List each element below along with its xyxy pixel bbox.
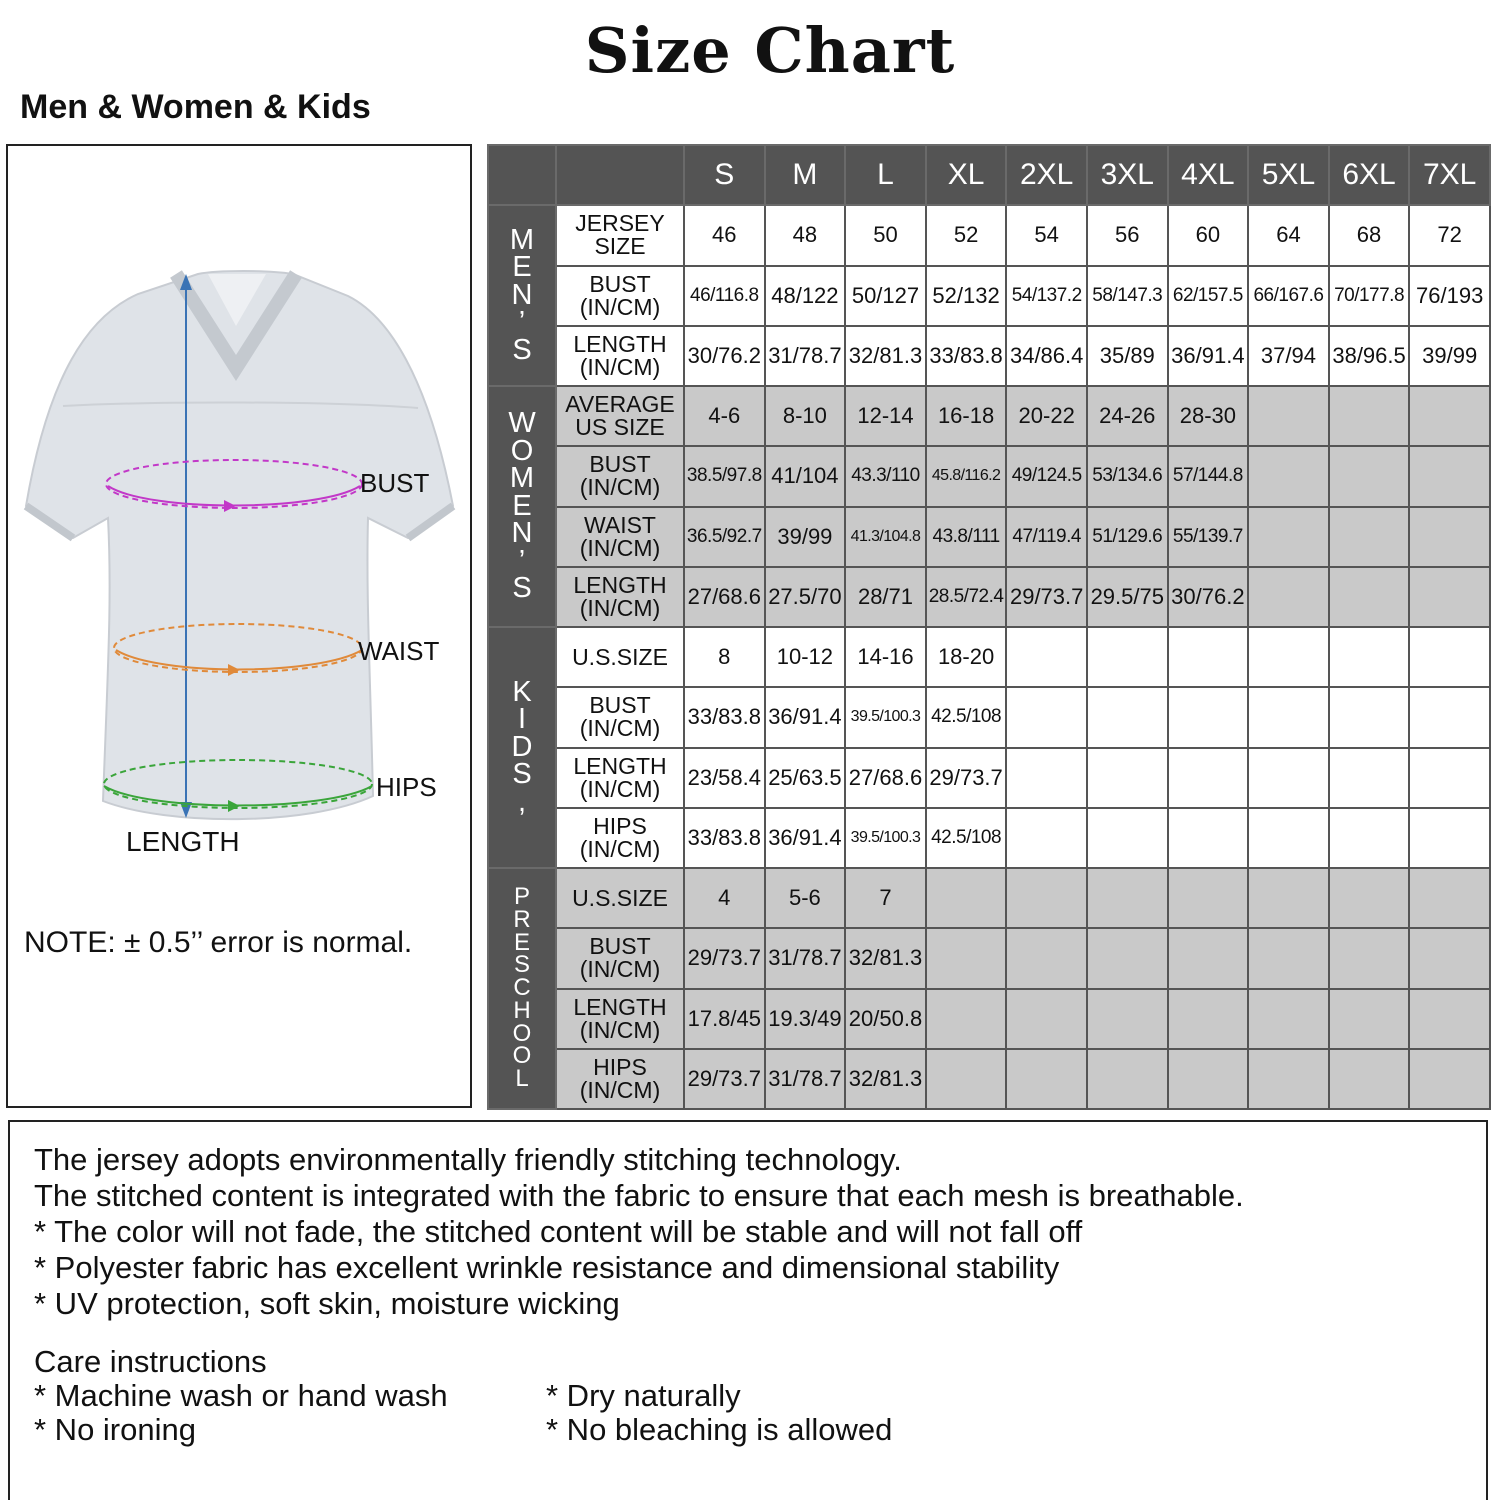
size-value-cell: 32/81.3 — [845, 928, 926, 988]
care-item: * Machine wash or hand wash — [34, 1378, 448, 1413]
table-row — [488, 928, 1490, 988]
size-value-cell: 19.3/49 — [765, 989, 846, 1049]
size-value-cell — [926, 989, 1007, 1049]
group-letter: ’ — [518, 544, 526, 577]
size-value-cell: 66/167.6 — [1248, 266, 1329, 326]
tolerance-note: NOTE: ± 0.5’’ error is normal. — [24, 926, 413, 959]
group-label-2 — [488, 627, 556, 868]
size-value-cell — [1329, 687, 1410, 747]
size-value-cell — [1248, 928, 1329, 988]
row-label — [556, 567, 684, 627]
size-value-cell — [1087, 627, 1168, 687]
size-value-cell: 18-20 — [926, 627, 1007, 687]
size-value-cell: 32/81.3 — [845, 1049, 926, 1109]
size-value-cell: 39/99 — [765, 507, 846, 567]
size-value-cell — [1409, 386, 1490, 446]
row-label — [556, 808, 684, 868]
row-label — [556, 868, 684, 928]
size-value-cell: 39/99 — [1409, 326, 1490, 386]
row-label-part: (IN/CM) — [579, 1076, 661, 1103]
size-value-cell — [1168, 868, 1249, 928]
size-value-cell — [1248, 627, 1329, 687]
size-value-cell: 47/119.4 — [1006, 507, 1087, 567]
size-value-cell: 27/68.6 — [684, 567, 765, 627]
row-label — [556, 748, 684, 808]
row-label-part: (IN/CM) — [579, 835, 661, 862]
size-value-cell: 39.5/100.3 — [845, 687, 926, 747]
table-row — [488, 446, 1490, 506]
row-label-part: BUST — [589, 933, 651, 960]
header-corner — [556, 145, 684, 205]
row-label-part: (IN/CM) — [579, 1016, 661, 1043]
size-value-cell: 38/96.5 — [1329, 326, 1410, 386]
size-value-cell — [1248, 989, 1329, 1049]
group-letter: R — [513, 905, 531, 933]
group-letter: I — [517, 703, 527, 736]
waist-label: WAIST — [358, 636, 440, 666]
row-label-part: U.S.SIZE — [572, 884, 668, 911]
size-value-cell: 28-30 — [1168, 386, 1249, 446]
page-subtitle: Men & Women & Kids — [20, 88, 371, 126]
size-value-cell — [1168, 1049, 1249, 1109]
size-value-cell: 70/177.8 — [1329, 266, 1410, 326]
group-label-3 — [488, 868, 556, 1109]
group-letter: , — [517, 785, 527, 818]
size-value-cell — [926, 928, 1007, 988]
size-value-cell — [1329, 1049, 1410, 1109]
row-label-part: LENGTH — [573, 571, 667, 598]
measurement-diagram-panel — [6, 144, 472, 1108]
size-value-cell: 27.5/70 — [765, 567, 846, 627]
size-value-cell: 48/122 — [765, 266, 846, 326]
size-value-cell: 41.3/104.8 — [845, 507, 926, 567]
size-value-cell: 64 — [1248, 205, 1329, 265]
row-label-part: (IN/CM) — [579, 775, 661, 802]
size-value-cell — [1006, 627, 1087, 687]
row-label-part: US SIZE — [575, 414, 665, 441]
size-header-2xl: 2XL — [1006, 145, 1087, 205]
size-value-cell: 53/134.6 — [1087, 446, 1168, 506]
size-value-cell: 12-14 — [845, 386, 926, 446]
group-letter: E — [512, 489, 532, 522]
size-value-cell: 62/157.5 — [1168, 266, 1249, 326]
group-letter: M — [509, 223, 535, 256]
size-value-cell — [1168, 687, 1249, 747]
care-item: * No bleaching is allowed — [546, 1412, 893, 1447]
size-value-cell — [1248, 748, 1329, 808]
group-letter: M — [509, 462, 535, 495]
group-letter: K — [512, 675, 532, 708]
size-value-cell: 28/71 — [845, 567, 926, 627]
size-value-cell: 36.5/92.7 — [684, 507, 765, 567]
size-value-cell — [1168, 627, 1249, 687]
size-value-cell: 35/89 — [1087, 326, 1168, 386]
size-value-cell — [1329, 446, 1410, 506]
size-value-cell — [1409, 627, 1490, 687]
size-value-cell — [1087, 1049, 1168, 1109]
size-header-m: M — [765, 145, 846, 205]
group-letter: O — [512, 1042, 532, 1070]
size-value-cell — [1006, 989, 1087, 1049]
size-value-cell: 46 — [684, 205, 765, 265]
row-label-part: AVERAGE — [565, 391, 675, 418]
size-header-s: S — [684, 145, 765, 205]
row-label-part: BUST — [589, 270, 651, 297]
size-value-cell — [1168, 808, 1249, 868]
size-value-cell: 20/50.8 — [845, 989, 926, 1049]
size-value-cell — [1329, 928, 1410, 988]
care-instructions-title: Care instructions — [34, 1344, 267, 1379]
size-value-cell: 49/124.5 — [1006, 446, 1087, 506]
size-value-cell — [1087, 928, 1168, 988]
table-row — [488, 507, 1490, 567]
size-header-row — [488, 145, 1490, 205]
size-value-cell: 32/81.3 — [845, 326, 926, 386]
size-value-cell: 17.8/45 — [684, 989, 765, 1049]
header-corner — [488, 145, 556, 205]
group-letter: E — [512, 251, 532, 284]
size-value-cell: 52 — [926, 205, 1007, 265]
size-value-cell: 68 — [1329, 205, 1410, 265]
size-value-cell — [1006, 1049, 1087, 1109]
row-label-part: (IN/CM) — [579, 353, 661, 380]
row-label — [556, 266, 684, 326]
size-value-cell — [1409, 868, 1490, 928]
size-header-6xl: 6XL — [1329, 145, 1410, 205]
row-label-part: BUST — [589, 692, 651, 719]
group-label-0 — [488, 205, 556, 386]
row-label — [556, 507, 684, 567]
size-value-cell: 33/83.8 — [926, 326, 1007, 386]
size-value-cell — [1087, 808, 1168, 868]
product-info-box — [8, 1120, 1488, 1500]
size-value-cell — [1087, 868, 1168, 928]
size-value-cell: 30/76.2 — [684, 326, 765, 386]
size-value-cell — [1248, 1049, 1329, 1109]
row-label-part: (IN/CM) — [579, 956, 661, 983]
hips-label: HIPS — [376, 772, 437, 802]
row-label-part: HIPS — [593, 1053, 647, 1080]
size-value-cell: 42.5/108 — [926, 808, 1007, 868]
size-value-cell — [1409, 989, 1490, 1049]
size-value-cell: 38.5/97.8 — [684, 446, 765, 506]
size-value-cell: 55/139.7 — [1168, 507, 1249, 567]
size-value-cell: 72 — [1409, 205, 1490, 265]
size-value-cell: 52/132 — [926, 266, 1007, 326]
size-value-cell: 36/91.4 — [1168, 326, 1249, 386]
size-value-cell: 58/147.3 — [1087, 266, 1168, 326]
size-value-cell — [1329, 808, 1410, 868]
size-value-cell: 31/78.7 — [765, 928, 846, 988]
group-letter: N — [511, 517, 533, 550]
size-header-3xl: 3XL — [1087, 145, 1168, 205]
size-value-cell: 10-12 — [765, 627, 846, 687]
row-label-part: (IN/CM) — [579, 594, 661, 621]
jersey-illustration — [8, 146, 474, 1110]
group-letter: S — [513, 951, 530, 979]
size-value-cell — [1248, 868, 1329, 928]
group-letter: H — [513, 996, 531, 1024]
group-letter: S — [512, 758, 532, 791]
care-item: * Dry naturally — [546, 1378, 741, 1413]
group-letter: O — [510, 434, 534, 467]
table-row — [488, 567, 1490, 627]
row-label-part: HIPS — [593, 812, 647, 839]
size-value-cell: 8-10 — [765, 386, 846, 446]
size-value-cell — [1087, 748, 1168, 808]
group-letter: L — [515, 1065, 529, 1093]
size-value-cell — [1409, 567, 1490, 627]
size-value-cell — [926, 868, 1007, 928]
size-value-cell: 29/73.7 — [926, 748, 1007, 808]
size-value-cell — [1248, 687, 1329, 747]
size-value-cell — [926, 1049, 1007, 1109]
size-value-cell — [1409, 446, 1490, 506]
size-value-cell — [1006, 928, 1087, 988]
row-label — [556, 928, 684, 988]
row-label-part: (IN/CM) — [579, 293, 661, 320]
row-label-part: (IN/CM) — [579, 715, 661, 742]
row-label-part: LENGTH — [573, 752, 667, 779]
size-value-cell: 46/116.8 — [684, 266, 765, 326]
group-letter: ’ — [518, 306, 526, 339]
row-label — [556, 326, 684, 386]
row-label-part: U.S.SIZE — [572, 643, 668, 670]
row-label-part: LENGTH — [573, 330, 667, 357]
size-value-cell: 14-16 — [845, 627, 926, 687]
table-row — [488, 627, 1490, 687]
row-label — [556, 989, 684, 1049]
size-value-cell — [1329, 386, 1410, 446]
row-label-part: BUST — [589, 451, 651, 478]
row-label-part: JERSEY — [575, 210, 665, 237]
size-value-cell: 43.3/110 — [845, 446, 926, 506]
size-value-cell: 30/76.2 — [1168, 567, 1249, 627]
size-value-cell: 29.5/75 — [1087, 567, 1168, 627]
size-value-cell — [1248, 446, 1329, 506]
table-row — [488, 868, 1490, 928]
size-value-cell: 39.5/100.3 — [845, 808, 926, 868]
size-value-cell: 43.8/111 — [926, 507, 1007, 567]
size-value-cell — [1409, 928, 1490, 988]
size-value-cell — [1168, 989, 1249, 1049]
size-value-cell: 76/193 — [1409, 266, 1490, 326]
group-letter: S — [512, 333, 532, 366]
size-header-4xl: 4XL — [1168, 145, 1249, 205]
row-label — [556, 386, 684, 446]
table-row — [488, 748, 1490, 808]
size-value-cell — [1006, 748, 1087, 808]
size-value-cell — [1329, 507, 1410, 567]
size-value-cell — [1329, 627, 1410, 687]
size-value-cell: 37/94 — [1248, 326, 1329, 386]
size-value-cell: 34/86.4 — [1006, 326, 1087, 386]
size-value-cell: 4 — [684, 868, 765, 928]
group-letter: S — [512, 572, 532, 605]
group-label-1 — [488, 386, 556, 627]
bust-label: BUST — [360, 468, 430, 498]
size-header-5xl: 5XL — [1248, 145, 1329, 205]
group-letter: C — [513, 974, 531, 1002]
size-value-cell: 24-26 — [1087, 386, 1168, 446]
size-value-cell — [1409, 1049, 1490, 1109]
table-row — [488, 687, 1490, 747]
table-row — [488, 386, 1490, 446]
row-label — [556, 627, 684, 687]
row-label — [556, 1049, 684, 1109]
size-value-cell — [1168, 748, 1249, 808]
size-header-xl: XL — [926, 145, 1007, 205]
row-label — [556, 446, 684, 506]
size-value-cell: 5-6 — [765, 868, 846, 928]
row-label-part: LENGTH — [573, 993, 667, 1020]
size-value-cell: 50 — [845, 205, 926, 265]
size-value-cell — [1329, 989, 1410, 1049]
size-value-cell: 29/73.7 — [1006, 567, 1087, 627]
info-line: * UV protection, soft skin, moisture wicking — [34, 1286, 620, 1321]
table-row — [488, 808, 1490, 868]
size-header-7xl: 7XL — [1409, 145, 1490, 205]
group-letter: E — [513, 928, 530, 956]
info-line: * Polyester fabric has excellent wrinkle resistance and dimensional stability — [34, 1250, 1060, 1285]
size-value-cell: 25/63.5 — [765, 748, 846, 808]
row-label-part: SIZE — [594, 233, 646, 260]
group-letter: P — [513, 882, 530, 910]
group-letter: O — [512, 1019, 532, 1047]
size-value-cell: 4-6 — [684, 386, 765, 446]
size-chart-table — [487, 144, 1491, 1110]
info-line: The jersey adopts environmentally friendly stitching technology. — [34, 1142, 902, 1177]
info-line: * The color will not fade, the stitched content will be stable and will not fall off — [34, 1214, 1083, 1249]
size-value-cell: 57/144.8 — [1168, 446, 1249, 506]
row-label-part: (IN/CM) — [579, 534, 661, 561]
size-value-cell — [1087, 687, 1168, 747]
size-value-cell: 31/78.7 — [765, 1049, 846, 1109]
size-value-cell: 36/91.4 — [765, 687, 846, 747]
size-value-cell: 41/104 — [765, 446, 846, 506]
size-value-cell: 36/91.4 — [765, 808, 846, 868]
size-value-cell — [1168, 928, 1249, 988]
length-label: LENGTH — [126, 826, 240, 857]
size-value-cell: 29/73.7 — [684, 1049, 765, 1109]
size-value-cell — [1409, 687, 1490, 747]
size-value-cell — [1006, 808, 1087, 868]
size-value-cell: 45.8/116.2 — [926, 446, 1007, 506]
size-value-cell: 29/73.7 — [684, 928, 765, 988]
table-row — [488, 205, 1490, 265]
row-label-part: WAIST — [584, 511, 656, 538]
size-header-l: L — [845, 145, 926, 205]
size-value-cell — [1248, 808, 1329, 868]
table-row — [488, 1049, 1490, 1109]
size-value-cell — [1006, 868, 1087, 928]
size-value-cell: 20-22 — [1006, 386, 1087, 446]
size-value-cell — [1248, 507, 1329, 567]
size-value-cell — [1409, 507, 1490, 567]
group-letter: N — [511, 278, 533, 311]
size-value-cell: 27/68.6 — [845, 748, 926, 808]
size-value-cell: 50/127 — [845, 266, 926, 326]
size-value-cell — [1409, 748, 1490, 808]
size-value-cell: 31/78.7 — [765, 326, 846, 386]
table-row — [488, 326, 1490, 386]
size-value-cell: 51/129.6 — [1087, 507, 1168, 567]
group-letter: W — [508, 407, 536, 440]
size-value-cell — [1329, 748, 1410, 808]
size-value-cell — [1006, 687, 1087, 747]
info-line: The stitched content is integrated with the fabric to ensure that each mesh is breathable. — [34, 1178, 1244, 1213]
size-value-cell — [1087, 989, 1168, 1049]
size-value-cell: 54/137.2 — [1006, 266, 1087, 326]
size-value-cell — [1248, 567, 1329, 627]
size-value-cell: 23/58.4 — [684, 748, 765, 808]
table-row — [488, 266, 1490, 326]
page-title: Size Chart — [584, 14, 956, 87]
row-label-part: (IN/CM) — [579, 474, 661, 501]
size-value-cell — [1329, 567, 1410, 627]
size-value-cell — [1248, 386, 1329, 446]
size-value-cell — [1329, 868, 1410, 928]
size-value-cell — [1409, 808, 1490, 868]
size-value-cell: 7 — [845, 868, 926, 928]
row-label — [556, 687, 684, 747]
size-value-cell: 28.5/72.4 — [926, 567, 1007, 627]
table-row — [488, 989, 1490, 1049]
group-letter: D — [511, 730, 533, 763]
size-value-cell: 54 — [1006, 205, 1087, 265]
size-value-cell: 60 — [1168, 205, 1249, 265]
size-value-cell: 8 — [684, 627, 765, 687]
size-value-cell: 33/83.8 — [684, 687, 765, 747]
size-value-cell: 42.5/108 — [926, 687, 1007, 747]
size-value-cell: 56 — [1087, 205, 1168, 265]
size-value-cell: 16-18 — [926, 386, 1007, 446]
care-item: * No ironing — [34, 1412, 196, 1447]
size-value-cell: 48 — [765, 205, 846, 265]
row-label — [556, 205, 684, 265]
size-value-cell: 33/83.8 — [684, 808, 765, 868]
